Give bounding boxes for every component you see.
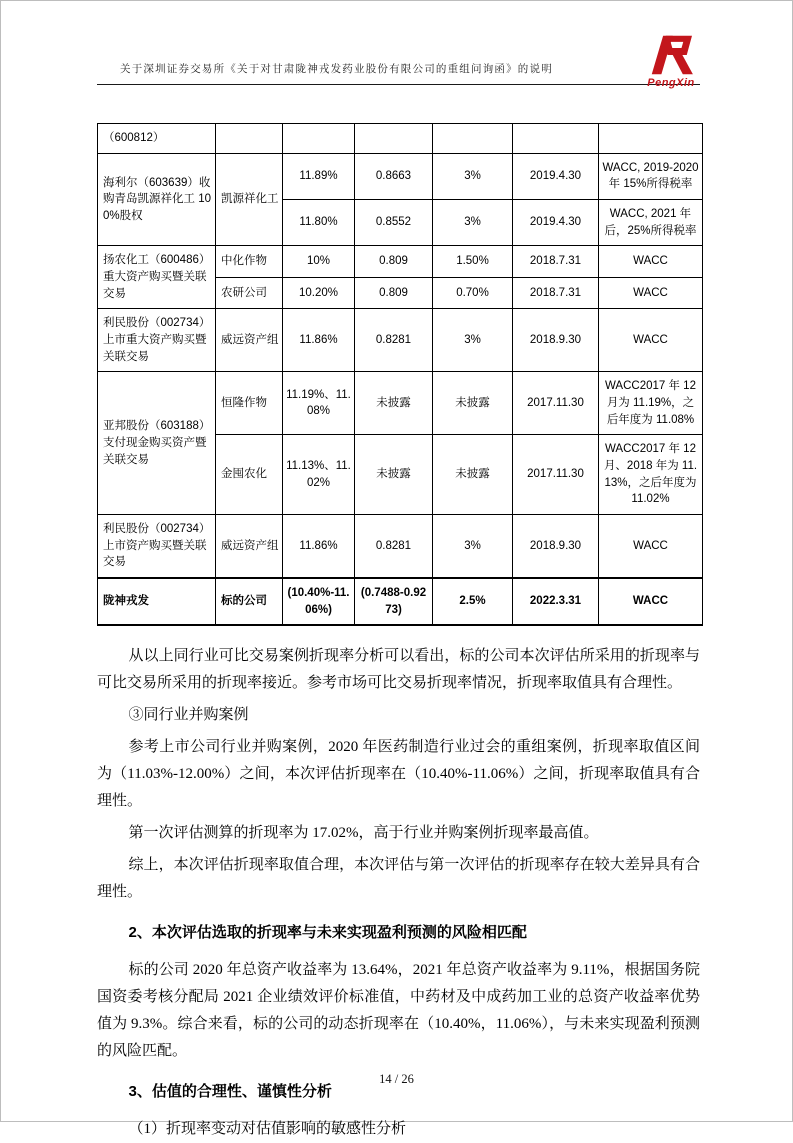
paragraph-sensitivity-analysis: （1）折现率变动对估值影响的敏感性分析 bbox=[128, 1121, 407, 1138]
paragraph-discount-rate-comparison: 从以上同行业可比交易案例折现率分析可以看出，标的公司本次评估所采用的折现率与可比交易所采用的折现率接近。参考市场可比交易折现率情况，折现率取值具有合理性。 bbox=[97, 648, 700, 692]
table-cell: 1.50% bbox=[433, 246, 513, 278]
table-cell: (0.7488-0.9273) bbox=[355, 578, 433, 625]
table-cell: 0.8281 bbox=[355, 515, 433, 579]
table-cell bbox=[433, 124, 513, 154]
paragraph-item-3-label: ③同行业并购案例 bbox=[128, 707, 249, 724]
table-cell: 11.19%、11.08% bbox=[283, 372, 355, 435]
table-cell: 11.86% bbox=[283, 515, 355, 579]
company-logo bbox=[636, 34, 706, 89]
table-cell: WACC bbox=[599, 246, 703, 278]
table-row bbox=[98, 124, 703, 154]
table-cell: 3% bbox=[433, 153, 513, 199]
table-cell: 中化作物 bbox=[216, 246, 283, 278]
table-cell: WACC2017 年 12 月为 11.19%，之后年度为 11.08% bbox=[599, 372, 703, 435]
table-cell: 11.86% bbox=[283, 309, 355, 372]
table-cell: 扬农化工（600486）重大资产购买暨关联交易 bbox=[98, 246, 216, 309]
table-cell: 陇神戎发 bbox=[98, 578, 216, 625]
table-cell: WACC2017 年 12 月、2018 年为 11.13%，之后年度为 11.02% bbox=[599, 435, 703, 515]
table-cell: 2018.7.31 bbox=[513, 246, 599, 278]
table-cell: 海利尔（603639）收购青岛凯源祥化工 100%股权 bbox=[98, 153, 216, 246]
table-cell bbox=[513, 124, 599, 154]
table-cell: 金囤农化 bbox=[216, 435, 283, 515]
table-cell: 2017.11.30 bbox=[513, 435, 599, 515]
page-number: 14 / 26 bbox=[379, 1072, 414, 1086]
table-cell: （600812） bbox=[98, 124, 216, 154]
table-cell: 3% bbox=[433, 515, 513, 579]
table-cell: 11.13%、11.02% bbox=[283, 435, 355, 515]
page-header bbox=[97, 1, 700, 89]
table-row bbox=[98, 578, 703, 625]
table-cell: WACC bbox=[599, 578, 703, 625]
table-cell: WACC, 2021 年后，25%所得税率 bbox=[599, 200, 703, 246]
table-cell: WACC, 2019-2020 年 15%所得税率 bbox=[599, 153, 703, 199]
table-cell: 10.20% bbox=[283, 277, 355, 309]
table-cell: 0.8552 bbox=[355, 200, 433, 246]
table-cell: 0.8663 bbox=[355, 153, 433, 199]
table-cell: 11.80% bbox=[283, 200, 355, 246]
header-title: 关于深圳证券交易所《关于对甘肃陇神戎发药业股份有限公司的重组问询函》的说明 bbox=[120, 64, 553, 75]
table-cell: WACC bbox=[599, 309, 703, 372]
table-cell: 3% bbox=[433, 309, 513, 372]
table-cell: 未披露 bbox=[355, 372, 433, 435]
table-cell: WACC bbox=[599, 277, 703, 309]
table-cell: 0.70% bbox=[433, 277, 513, 309]
table-cell: 0.809 bbox=[355, 277, 433, 309]
table-cell: 2018.7.31 bbox=[513, 277, 599, 309]
page-footer bbox=[1, 1072, 792, 1087]
table-cell: 0.809 bbox=[355, 246, 433, 278]
table-cell: 2019.4.30 bbox=[513, 153, 599, 199]
table-cell: 威远资产组 bbox=[216, 309, 283, 372]
paragraph-first-valuation: 第一次评估测算的折现率为 17.02%，高于行业并购案例折现率最高值。 bbox=[128, 825, 599, 842]
logo-r-icon bbox=[642, 34, 700, 76]
table-cell: 恒隆作物 bbox=[216, 372, 283, 435]
comparable-transactions-table bbox=[97, 123, 703, 626]
paragraph-roa-analysis: 标的公司 2020 年总资产收益率为 13.64%，2021 年总资产收益率为 9.11%，根据国务院国资委考核分配局 2021 企业绩效评价标准值，中药材及中成药加工业的总资产收益率优势值为 9.3%。综合来看，标的公司的动态折现率在（10.40%，11.06%），与未来实现盈利预测的风险匹配。 bbox=[97, 962, 700, 1060]
table-cell: 利民股份（002734）上市重大资产购买暨关联交易 bbox=[98, 309, 216, 372]
logo-wordmark: PengXin bbox=[647, 77, 695, 89]
table-cell: 未披露 bbox=[433, 372, 513, 435]
table-cell: 未披露 bbox=[433, 435, 513, 515]
table-cell: 利民股份（002734）上市资产购买暨关联交易 bbox=[98, 515, 216, 579]
table-cell: 标的公司 bbox=[216, 578, 283, 625]
table-cell: 10% bbox=[283, 246, 355, 278]
paragraph-industry-ma-cases: 参考上市公司行业并购案例，2020 年医药制造行业过会的重组案例，折现率取值区间为（11.03%-12.00%）之间，本次评估折现率在（10.40%-11.06%）之间，折现率取值具有合理性。 bbox=[97, 739, 700, 810]
table-cell: 2018.9.30 bbox=[513, 515, 599, 579]
section-heading-3: 3、估值的合理性、谨慎性分析 bbox=[128, 1083, 332, 1101]
table-row bbox=[98, 246, 703, 278]
table-row bbox=[98, 153, 703, 199]
table-cell: 0.8281 bbox=[355, 309, 433, 372]
body-text bbox=[97, 643, 700, 1143]
table-cell: 2022.3.31 bbox=[513, 578, 599, 625]
table-cell: 凯源祥化工 bbox=[216, 153, 283, 246]
table-cell: 威远资产组 bbox=[216, 515, 283, 579]
table-cell bbox=[355, 124, 433, 154]
table-cell: 未披露 bbox=[355, 435, 433, 515]
table-cell: 2.5% bbox=[433, 578, 513, 625]
table-cell: (10.40%-11.06%) bbox=[283, 578, 355, 625]
table-cell: 2018.9.30 bbox=[513, 309, 599, 372]
table-cell: WACC bbox=[599, 515, 703, 579]
table-cell bbox=[599, 124, 703, 154]
table-cell: 2017.11.30 bbox=[513, 372, 599, 435]
table-cell: 2019.4.30 bbox=[513, 200, 599, 246]
table-cell bbox=[283, 124, 355, 154]
table-row bbox=[98, 515, 703, 579]
table-cell: 亚邦股份（603188）支付现金购买资产暨关联交易 bbox=[98, 372, 216, 515]
table-cell: 11.89% bbox=[283, 153, 355, 199]
paragraph-conclusion: 综上，本次评估折现率取值合理，本次评估与第一次评估的折现率存在较大差异具有合理性。 bbox=[97, 857, 700, 901]
table-row bbox=[98, 372, 703, 435]
table-cell: 3% bbox=[433, 200, 513, 246]
table-cell bbox=[216, 124, 283, 154]
table-cell: 农研公司 bbox=[216, 277, 283, 309]
table-row bbox=[98, 309, 703, 372]
section-heading-2: 2、本次评估选取的折现率与未来实现盈利预测的风险相匹配 bbox=[128, 924, 527, 942]
